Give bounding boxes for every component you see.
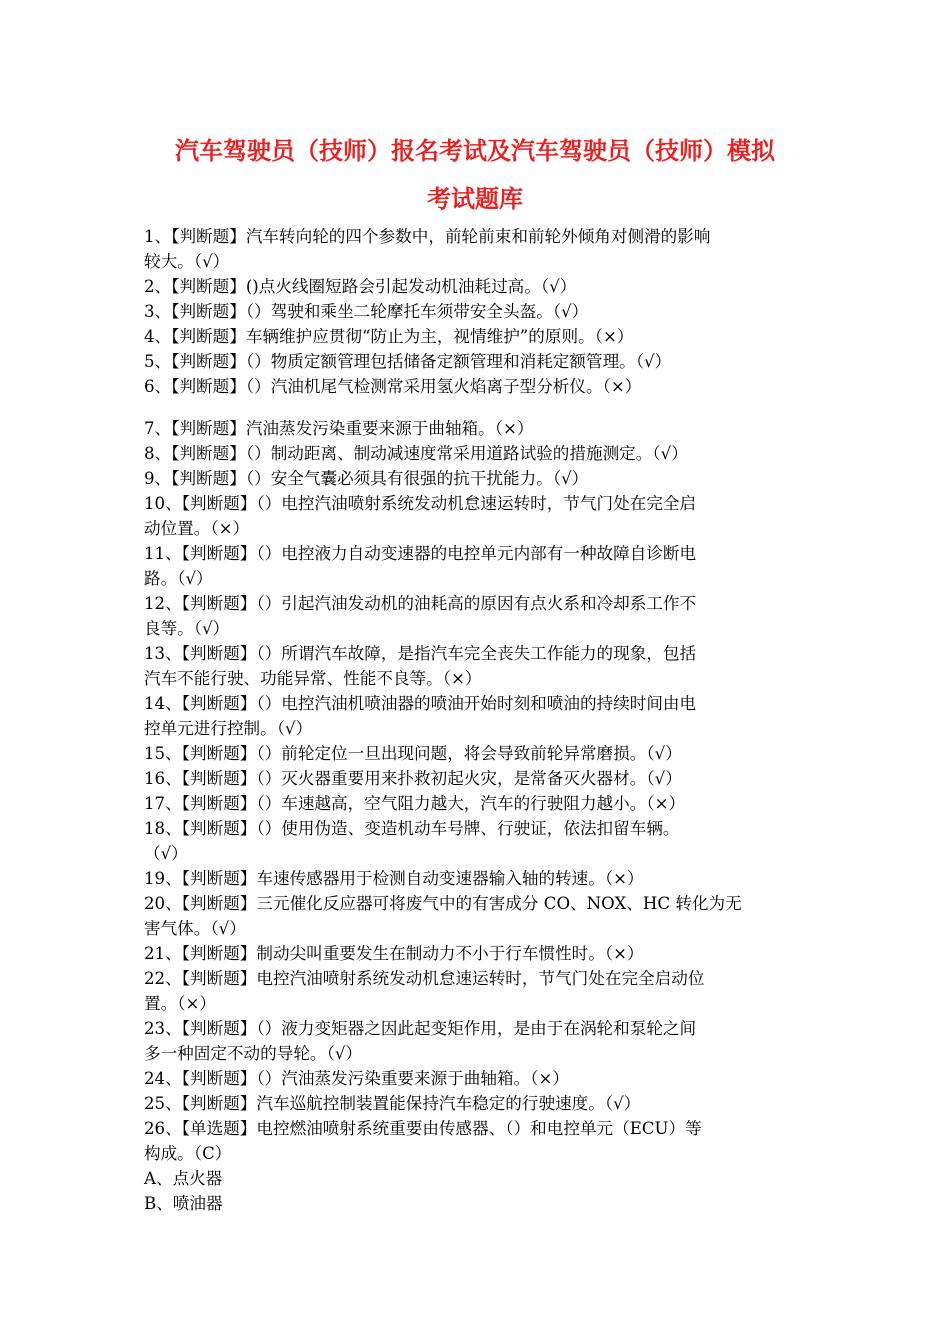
question-list (144, 224, 812, 1216)
question-text-line: 害气体。（√） (144, 919, 246, 938)
option-item (144, 1166, 812, 1191)
question-text-line: 良等。（√） (144, 619, 230, 638)
question-text-line: 15、【判断题】（）前轮定位一旦出现问题，将会导致前轮异常磨损。（√） (144, 744, 682, 763)
question-text-line: 26、【单选题】电控燃油喷射系统重要由传感器、（）和电控单元（ECU）等 (144, 1119, 702, 1138)
question-item (144, 866, 812, 891)
question-text-line: 12、【判断题】（）引起汽油发动机的油耗高的原因有点火系和冷却系工作不 (144, 594, 697, 613)
question-text-line: 5、【判断题】（）物质定额管理包括储备定额管理和消耗定额管理。（√） (144, 352, 672, 371)
question-text-line: 18、【判断题】（）使用伪造、变造机动车号牌、行驶证，依法扣留车辆。 (144, 819, 680, 838)
question-item (144, 491, 812, 541)
question-item (144, 966, 812, 1016)
question-text-line: 14、【判断题】（）电控汽油机喷油器的喷油开始时刻和喷油的持续时间由电 (144, 694, 697, 713)
question-text-line: 1、【判断题】汽车转向轮的四个参数中，前轮前束和前轮外倾角对侧滑的影响 (144, 227, 711, 246)
question-item (144, 374, 812, 399)
question-item (144, 766, 812, 791)
question-text-line: 7、【判断题】汽油蒸发污染重要来源于曲轴箱。（×） (144, 419, 534, 438)
question-item (144, 299, 812, 324)
question-text-line: 11、【判断题】（）电控液力自动变速器的电控单元内部有一种故障自诊断电 (144, 544, 697, 563)
question-item (144, 541, 812, 591)
question-item (144, 1091, 812, 1116)
question-item (144, 741, 812, 766)
question-item (144, 416, 812, 441)
question-text-line: 6、【判断题】（）汽油机尾气检测常采用氢火焰离子型分析仪。（×） (144, 377, 642, 396)
question-item (144, 591, 812, 641)
paragraph-gap (144, 399, 812, 416)
document-title-line1: 汽车驾驶员（技师）报名考试及汽车驾驶员（技师）模拟 (175, 137, 775, 165)
question-text-line: 较大。（√） (144, 252, 230, 271)
question-text-line: 23、【判断题】（）液力变矩器之因此起变矩作用，是由于在涡轮和泵轮之间 (144, 1019, 697, 1038)
question-text-line: 17、【判断题】（）车速越高，空气阻力越大，汽车的行驶阻力越小。（×） (144, 794, 686, 813)
question-text-line: 13、【判断题】（）所谓汽车故障，是指汽车完全丧失工作能力的现象，包括 (144, 644, 697, 663)
question-text-line: 汽车不能行驶、功能异常、性能不良等。（×） (144, 669, 482, 688)
question-text-line: 动位置。（×） (144, 519, 250, 538)
question-text-line: 25、【判断题】汽车巡航控制装置能保持汽车稳定的行驶速度。（√） (144, 1094, 641, 1113)
question-text-line: 22、【判断题】电控汽油喷射系统发动机怠速运转时，节气门处在完全启动位 (144, 969, 705, 988)
question-text-line: B、喷油器 (144, 1194, 223, 1213)
question-text-line: 2、【判断题】()点火线圈短路会引起发动机油耗过高。（√） (144, 277, 577, 296)
question-text-line: 21、【判断题】制动尖叫重要发生在制动力不小于行车惯性时。（×） (144, 944, 644, 963)
question-text-line: 19、【判断题】车速传感器用于检测自动变速器输入轴的转速。（×） (144, 869, 644, 888)
question-text-line: A、点火器 (144, 1169, 223, 1188)
document-title-line2: 考试题库 (427, 185, 523, 213)
question-text-line: 20、【判断题】三元催化反应器可将废气中的有害成分 CO、NOX、HC 转化为无 (144, 894, 742, 913)
question-item (144, 466, 812, 491)
question-text-line: 3、【判断题】（）驾驶和乘坐二轮摩托车须带安全头盔。（√） (144, 302, 589, 321)
question-item (144, 691, 812, 741)
question-text-line: 控单元进行控制。（√） (144, 719, 313, 738)
question-text-line: 24、【判断题】（）汽油蒸发污染重要来源于曲轴箱。（×） (144, 1069, 569, 1088)
question-text-line: 10、【判断题】（）电控汽油喷射系统发动机怠速运转时，节气门处在完全启 (144, 494, 697, 513)
question-item (144, 349, 812, 374)
question-item (144, 1066, 812, 1091)
question-text-line: 8、【判断题】（）制动距离、制动减速度常采用道路试验的措施测定。（√） (144, 444, 688, 463)
question-text-line: 4、【判断题】车辆维护应贯彻“防止为主，视情维护”的原则。（×） (144, 327, 634, 346)
question-item (144, 1116, 812, 1166)
question-text-line: 路。（√） (144, 569, 213, 588)
question-text-line: 9、【判断题】（）安全气囊必须具有很强的抗干扰能力。（√） (144, 469, 589, 488)
question-item (144, 891, 812, 941)
question-item (144, 1016, 812, 1066)
question-item (144, 791, 812, 816)
question-item (144, 274, 812, 299)
question-text-line: （√） (144, 844, 188, 863)
question-item (144, 816, 812, 866)
question-text-line: 16、【判断题】（）灭火器重要用来扑救初起火灾，是常备灭火器材。（√） (144, 769, 682, 788)
question-text-line: 置。（×） (144, 994, 216, 1013)
question-item (144, 224, 812, 274)
option-item (144, 1191, 812, 1216)
question-text-line: 多一种固定不动的导轮。（√） (144, 1044, 362, 1063)
question-text-line: 构成。（C） (144, 1144, 232, 1163)
question-item (144, 641, 812, 691)
question-item (144, 941, 812, 966)
question-item (144, 441, 812, 466)
question-item (144, 324, 812, 349)
